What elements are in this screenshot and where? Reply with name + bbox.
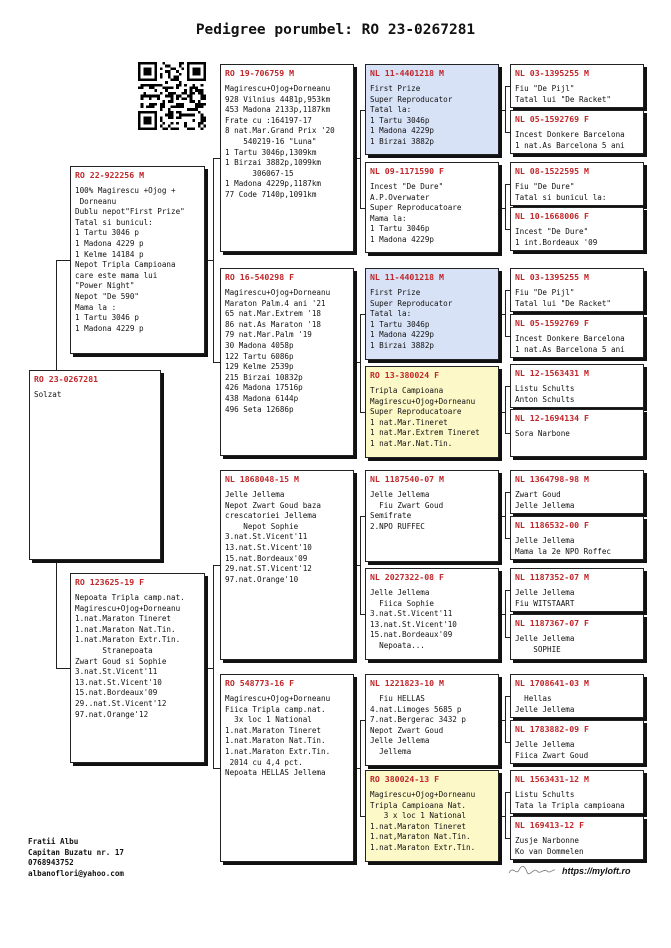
pigeon-note: 1 nat.Mar.Tineret	[370, 417, 448, 427]
pigeon-note: Magirescu+Ojog+Dorneanu	[225, 694, 331, 703]
ring-number: NL 03-1395255 M	[515, 272, 589, 282]
pigeon-card-sds	[365, 268, 499, 360]
pigeon-note: 13.nat.St.Vicent'10	[225, 542, 312, 552]
pigeon-note: Tatal la:	[370, 309, 412, 319]
ring-number: NL 1187352-07 M	[515, 572, 589, 582]
pigeon-note: 1 nat.As Barcelona 5 ani	[515, 140, 625, 150]
pigeon-card-g13	[510, 674, 644, 718]
connector	[213, 362, 220, 363]
pigeon-note: Hellas	[515, 694, 552, 703]
pigeon-note: 453 Madona 2133p,1187km	[225, 105, 331, 115]
pigeon-card-dd	[220, 674, 354, 862]
pigeon-card-ssd	[365, 162, 499, 253]
pigeon-note: Frate cu :164197-17	[225, 115, 312, 125]
pigeon-note: Maraton Palm.4 ani '21	[225, 298, 326, 308]
pigeon-note: 1 int.Bordeaux '09	[515, 237, 598, 247]
pigeon-note: 15.nat.Bordeaux'09	[225, 553, 308, 563]
pigeon-card-dsd	[365, 568, 499, 660]
pigeon-note: Super Reproducatoare	[370, 203, 462, 213]
pigeon-note: 1.nat.Maraton Extr.Tin.	[75, 635, 181, 645]
connector	[56, 260, 70, 261]
pigeon-note: Dublu nepot"First Prize"	[75, 207, 185, 217]
pigeon-card-g5	[510, 268, 644, 312]
pigeon-note: Nepot Zwart Goud	[370, 725, 444, 735]
ring-number: NL 12-1694134 F	[515, 413, 589, 423]
pigeon-note: 129 Kelme 2539p	[225, 362, 294, 372]
pigeon-note: 540219-16 "Luna"	[225, 136, 317, 146]
pigeon-note: Anton Schults	[515, 394, 575, 404]
breeder-address: Capitan Buzatu nr. 17	[28, 847, 125, 857]
pigeon-note: 1 nat.Mar.Extrem Tineret	[370, 428, 480, 438]
pigeon-note: 2.NPO RUFFEC	[370, 521, 425, 531]
pigeon-note: Nepot Sophie	[225, 521, 299, 531]
pigeon-note: Magirescu+Ojog+Dorneanu	[75, 603, 181, 613]
pigeon-note: Jelle Jellema	[225, 490, 285, 499]
pigeon-note: 79 nat.Mar.Palm '19	[225, 330, 312, 340]
ring-number: NL 11-4401218 M	[370, 272, 444, 282]
pigeon-note: Jelle Jellema	[370, 736, 430, 746]
pigeon-card-ds	[220, 470, 354, 660]
pigeon-card-g3	[510, 162, 644, 206]
pigeon-card-ddd	[365, 770, 499, 862]
pigeon-note: 100% Magirescu +Ojog +	[75, 186, 176, 195]
pigeon-note: Fiu Zwart Goud	[370, 500, 444, 510]
pigeon-note: 1 Tartu 3046p	[370, 224, 430, 234]
pigeon-note: 97.nat.Orange'12	[75, 709, 149, 719]
pigeon-note: 3.nat.St.Vicent'11	[75, 667, 158, 677]
ring-number: NL 12-1563431 M	[515, 368, 589, 378]
pigeon-note: 1.nat.Maraton Tineret	[370, 821, 467, 831]
pigeon-card-g6	[510, 314, 644, 358]
pigeon-note: Sora Narbone	[515, 429, 570, 438]
pigeon-note: "Power Night"	[75, 281, 135, 291]
pigeon-note: 496 Seta 12686p	[225, 404, 294, 414]
ring-number: RO 23-0267281	[34, 374, 99, 384]
connector	[505, 184, 506, 230]
pigeon-note: Tripla Campioana Nat.	[370, 800, 467, 810]
ring-number: NL 05-1592769 F	[515, 318, 589, 328]
pigeon-note: Fiu HELLAS	[370, 694, 425, 703]
ring-number: NL 1783882-09 F	[515, 724, 589, 734]
pigeon-note: Super Reproducator	[370, 94, 453, 104]
connector	[56, 560, 57, 668]
pigeon-note: Super Reproducator	[370, 298, 453, 308]
ring-number: RO 123625-19 F	[75, 577, 145, 587]
pigeon-note: Nepot "De 590"	[75, 291, 140, 301]
ring-number: NL 09-1171590 F	[370, 166, 444, 176]
pigeon-note: 2014 cu 4,4 pct.	[225, 757, 303, 767]
pigeon-card-g11	[510, 568, 644, 612]
pigeon-card-dam	[70, 573, 205, 763]
pigeon-note: Fiica Sophie	[370, 598, 435, 608]
connector	[505, 792, 506, 839]
pigeon-note: Fiu "De Pijl"	[515, 84, 575, 93]
pigeon-note: Magirescu+Ojog+Dorneanu	[370, 396, 476, 406]
pigeon-card-g9	[510, 470, 644, 514]
pigeon-note: 928 Vilnius 4481p,953km	[225, 94, 331, 104]
pigeon-note: 1 Tartu 3046 p	[75, 313, 140, 323]
pigeon-note: 1 Tartu 3046p	[370, 319, 430, 329]
pigeon-note: Mama la 2e NPO Roffec	[515, 546, 612, 556]
pigeon-note: 1 nat.Mar.Nat.Tin.	[370, 438, 453, 448]
pigeon-note: Ko van Dommelen	[515, 846, 584, 856]
pigeon-card-g12	[510, 614, 644, 660]
pigeon-card-ss	[220, 64, 354, 252]
pigeon-note: 306067-15	[225, 168, 294, 178]
pigeon-note: Jellema	[370, 746, 412, 756]
connector	[213, 565, 220, 566]
pigeon-card-dss	[365, 470, 499, 562]
pigeon-note: 65 nat.Mar.Extrem '18	[225, 309, 322, 319]
pigeon-note: Incest Donkere Barcelona	[515, 130, 625, 139]
ring-number: NL 10-1668006 F	[515, 211, 589, 221]
ring-number: NL 1364798-98 M	[515, 474, 589, 484]
pigeon-note: 1 Birzai 3882p	[370, 136, 435, 146]
pigeon-note: 13.nat.St.Vicent'10	[370, 619, 457, 629]
pigeon-note: Incest "De Dure"	[370, 182, 444, 191]
pigeon-note: 1.nat.Maraton Tineret	[225, 725, 322, 735]
pigeon-note: Jelle Jellema	[515, 500, 575, 510]
pigeon-note: Jelle Jellema	[515, 704, 575, 714]
pigeon-note: Jelle Jellema	[515, 588, 575, 597]
pigeon-note: 29..nat.St.Vicent'12	[75, 698, 167, 708]
pigeon-note: 3.nat.St.Vicent'11	[370, 609, 453, 619]
pigeon-note: 1 Birzai 3882p	[370, 340, 435, 350]
pigeon-note: 86 nat.As Maraton '18	[225, 319, 322, 329]
connector	[213, 768, 220, 769]
connector	[505, 386, 506, 434]
ring-number: NL 1186532-00 F	[515, 520, 589, 530]
pigeon-note: crescatoriei Jellema	[225, 511, 317, 521]
pigeon-note: 122 Tartu 6086p	[225, 351, 294, 361]
connector	[56, 260, 57, 370]
pigeon-note: 1 nat.As Barcelona 5 ani	[515, 344, 625, 354]
pigeon-card-subject	[29, 370, 161, 560]
connector	[505, 590, 506, 638]
ring-number: RO 548773-16 F	[225, 678, 295, 688]
pigeon-note: Magirescu+Ojog+Dorneanu	[225, 84, 331, 93]
connector	[213, 158, 220, 159]
pigeon-note: 426 Madona 17516p	[225, 383, 303, 393]
pigeon-card-dds	[365, 674, 499, 766]
ring-number: NL 1187540-07 M	[370, 474, 444, 484]
pigeon-note: 1.nat.Maraton Extr.Tin.	[370, 842, 476, 852]
breeder-name: Fratii Albu	[28, 837, 79, 846]
pigeon-note: 1 Madona 4229 p	[75, 238, 144, 248]
connector	[360, 110, 361, 209]
pigeon-note: 3 x loc 1 National	[370, 811, 467, 821]
pigeon-note: 4.nat.Limoges 5685 p	[370, 704, 462, 714]
ring-number: NL 169413-12 F	[515, 820, 585, 830]
pigeon-card-sdd	[365, 366, 499, 458]
connector	[56, 668, 70, 669]
connector	[205, 668, 213, 669]
pigeon-note: 1 Tartu 3046p,1309km	[225, 147, 317, 157]
pigeon-card-g15	[510, 770, 644, 814]
pigeon-note: Fiica Tripla camp.nat.	[225, 704, 326, 714]
ring-number: NL 1708641-03 M	[515, 678, 589, 688]
pigeon-note: Jelle Jellema	[515, 634, 575, 643]
ring-number: NL 03-1395255 M	[515, 68, 589, 78]
connector	[360, 720, 361, 817]
pigeon-note: 7.nat.Bergerac 3432 p	[370, 715, 467, 725]
pigeon-note: Jelle Jellema	[370, 588, 430, 597]
pigeon-note: 1 Kelme 14184 p	[75, 249, 144, 259]
pigeon-note: Mama la:	[370, 213, 407, 223]
pigeon-note: 1 Birzai 3882p,1099km	[225, 158, 322, 168]
pigeon-note: 8 nat.Mar.Grand Prix '20	[225, 126, 335, 136]
ring-number: NL 1221823-10 M	[370, 678, 444, 688]
pigeon-card-sd	[220, 268, 354, 456]
pigeon-note: Nepoata Tripla camp.nat.	[75, 593, 185, 602]
pigeon-note: Tatal la:	[370, 105, 412, 115]
ring-number: NL 1868048-15 M	[225, 474, 299, 484]
pigeon-note: Jelle Jellema	[370, 490, 430, 499]
pigeon-card-g16	[510, 816, 644, 860]
pigeon-note: A.P.Overwater	[370, 192, 430, 202]
connector	[360, 516, 361, 615]
pigeon-note: Nepoata HELLAS Jellema	[225, 768, 326, 778]
connector	[505, 86, 506, 133]
pigeon-note: First Prize	[370, 288, 421, 297]
ring-number: NL 11-4401218 M	[370, 68, 444, 78]
pigeon-note: 1 Madona 4229p,1187km	[225, 179, 322, 189]
pigeon-note: 13.nat.St.Vicent'10	[75, 677, 162, 687]
pigeon-card-g14	[510, 720, 644, 764]
pigeon-note: 438 Madona 6144p	[225, 393, 299, 403]
ring-number: NL 08-1522595 M	[515, 166, 589, 176]
pigeon-note: Fiu WITSTAART	[515, 598, 575, 608]
pigeon-note: 3.nat.St.Vicent'11	[225, 532, 308, 542]
pigeon-note: Tatal lui "De Racket"	[515, 94, 612, 104]
pigeon-note: Mama la :	[75, 302, 117, 312]
pigeon-card-g7	[510, 364, 644, 408]
pigeon-note: Zwart Goud	[515, 490, 561, 499]
pigeon-card-g4	[510, 207, 644, 251]
connector	[205, 260, 213, 261]
connector	[505, 696, 506, 743]
ring-number: NL 05-1592769 F	[515, 114, 589, 124]
pigeon-note: 1 Madona 4229 p	[75, 323, 144, 333]
pigeon-note: Nepot Zwart Goud baza	[225, 500, 322, 510]
pigeon-note: 1.nat,Maraton Nat.Tin.	[370, 832, 471, 842]
pigeon-note: care este mama lui	[75, 270, 158, 280]
pigeon-note: Jelle Jellema	[515, 536, 575, 545]
pigeon-card-g10	[510, 516, 644, 560]
pigeon-note: Fiica Zwart Goud	[515, 750, 589, 760]
ring-number: NL 1563431-12 M	[515, 774, 589, 784]
pigeon-note: Dorneanu	[75, 196, 117, 206]
pigeon-note: 1.nat.Maraton Tineret	[75, 614, 172, 624]
pigeon-note: Zwart Goud si Sophie	[75, 656, 167, 666]
pigeon-note: Zusje Narbonne	[515, 836, 580, 845]
pigeon-note: Fiu "De Dure"	[515, 182, 575, 191]
pigeon-note: 1 Madona 4229p	[370, 330, 435, 340]
pigeon-note: First Prize	[370, 84, 421, 93]
pigeon-card-g2	[510, 110, 644, 154]
pigeon-note: Tripla Campioana	[370, 386, 444, 395]
pigeon-note: Super Reproducatoare	[370, 407, 462, 417]
pigeon-note: 1 Madona 4229p	[370, 234, 435, 244]
pigeon-note: 3x loc 1 National	[225, 715, 312, 725]
pigeon-note: 29.nat.ST.Vicent'12	[225, 564, 312, 574]
connector	[213, 565, 214, 769]
ring-number: NL 1187367-07 F	[515, 618, 589, 628]
pigeon-note: Listu Schults	[515, 790, 575, 799]
pigeon-note: Tatal si bunicul la:	[515, 192, 607, 202]
pigeon-note: 1 Tartu 3046 p	[75, 228, 140, 238]
pigeon-note: 1.nat.Maraton Nat.Tin.	[225, 736, 326, 746]
pigeon-note: 1.nat.Maraton Nat.Tin.	[75, 624, 176, 634]
pigeon-note: Incest "De Dure"	[515, 227, 589, 236]
pigeon-note: 215 Birzai 10832p	[225, 372, 303, 382]
pigeon-note: Tatal si bunicul:	[75, 217, 153, 227]
pigeon-note: Jelle Jellema	[515, 740, 575, 749]
ring-number: RO 13-380024 F	[370, 370, 440, 380]
connector	[213, 158, 214, 363]
pigeon-note: 15.nat.Bordeaux'09	[370, 630, 453, 640]
pigeon-note: Tata la Tripla campioana	[515, 800, 625, 810]
connector	[360, 314, 361, 413]
pigeon-note: Listu Schults	[515, 384, 575, 393]
pigeon-card-g8	[510, 409, 644, 457]
pigeon-note: 30 Madona 4058p	[225, 340, 294, 350]
breeder-email: albanoflori@yahoo.com	[28, 868, 125, 878]
ring-number: RO 16-540298 F	[225, 272, 295, 282]
pigeon-note: 97.nat.Orange'10	[225, 574, 299, 584]
breeder-info	[28, 837, 124, 879]
ring-number: NL 2027322-08 F	[370, 572, 444, 582]
ring-number: RO 22-922256 M	[75, 170, 145, 180]
ring-number: RO 380024-13 F	[370, 774, 440, 784]
pigeon-card-g1	[510, 64, 644, 108]
pigeon-note: Stranepoata	[75, 645, 153, 655]
breeder-phone: 0768943752	[28, 858, 74, 867]
website-link[interactable]: https://myloft.ro	[562, 866, 631, 876]
pigeon-card-sss	[365, 64, 499, 155]
pigeon-note: SOPHIE	[515, 644, 561, 654]
pigeon-note: Incest Donkere Barcelona	[515, 334, 625, 343]
pigeon-note: Magirescu+Ojog+Dorneanu	[370, 790, 476, 799]
pigeon-note: Solzat	[34, 390, 62, 399]
pigeon-card-sire	[70, 166, 205, 354]
pigeon-note: 77 Code 7140p,1091km	[225, 189, 317, 199]
pigeon-note: Tatal lui "De Racket"	[515, 298, 612, 308]
signature-icon	[507, 862, 557, 878]
pigeon-note: Nepoata...	[370, 640, 425, 650]
pigeon-note: Fiu "De Pijl"	[515, 288, 575, 297]
pigeon-note: Magirescu+Ojog+Dorneanu	[225, 288, 331, 297]
pigeon-note: 1 Tartu 3046p	[370, 115, 430, 125]
pigeon-note: Semifrate	[370, 511, 412, 521]
page-title: Pedigree porumbel: RO 23-0267281	[195, 22, 476, 38]
connector	[505, 492, 506, 539]
pigeon-note: 15.nat.Bordeaux'09	[75, 688, 158, 698]
pigeon-note: Nepot Tripla Campioana	[75, 260, 176, 270]
qr-code-icon	[138, 62, 206, 130]
pigeon-note: 1.nat.Maraton Extr.Tin.	[225, 746, 331, 756]
ring-number: RO 19-706759 M	[225, 68, 295, 78]
connector	[505, 290, 506, 337]
pigeon-note: 1 Madona 4229p	[370, 126, 435, 136]
